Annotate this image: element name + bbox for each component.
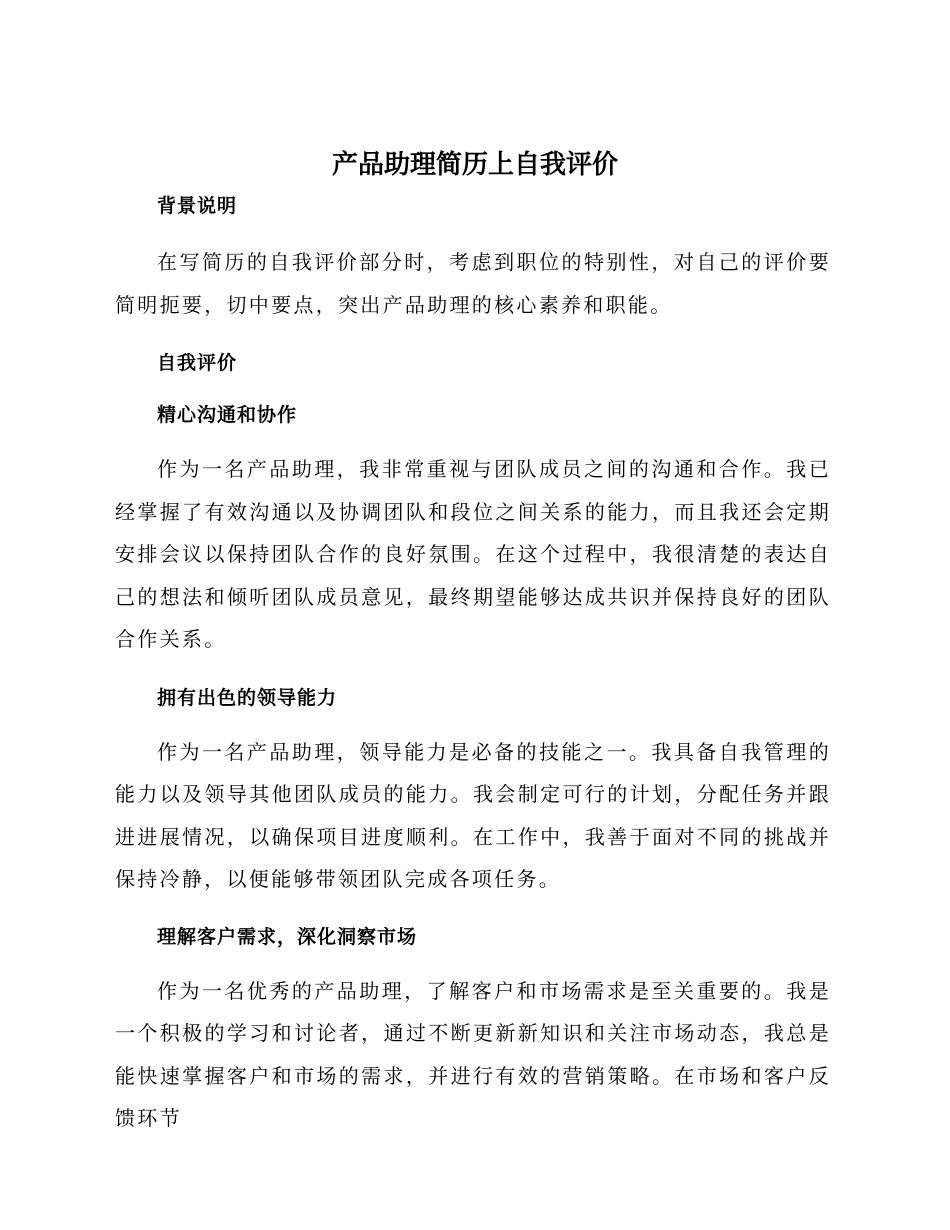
document-body xyxy=(115,190,831,1140)
subheading-leadership: 拥有出色的领导能力 xyxy=(157,686,338,709)
paragraph-customer-market: 作为一名优秀的产品助理，了解客户和市场需求是至关重要的。我是一个积极的学习和讨论者，通过不断更新新知识和关注市场动态，我总是能快速掌握客户和市场的需求，并进行有效的营销策略。在市场和客户反馈环节 xyxy=(115,978,831,1130)
document-title: 产品助理简历上自我评价 xyxy=(331,150,618,180)
paragraph-communication: 作为一名产品助理，我非常重视与团队成员之间的沟通和合作。我已经掌握了有效沟通以及协调团队和段位之间关系的能力，而且我还会定期安排会议以保持团队合作的良好氛围。在这个过程中，我很清楚的表达自己的想法和倾听团队成员意见，最终期望能够达成共识并保持良好的团队合作关系。 xyxy=(115,457,831,651)
subheading-communication: 精心沟通和协作 xyxy=(157,404,298,426)
section-heading-self-evaluation: 自我评价 xyxy=(157,352,238,374)
section-heading-background: 背景说明 xyxy=(157,195,238,217)
paragraph-leadership: 作为一名产品助理，领导能力是必备的技能之一。我具备自我管理的能力以及领导其他团队成员的能力。我会制定可行的计划，分配任务并跟进进展情况，以确保项目进度顺利。在工作中，我善于面对不同的挑战并保持冷静，以便能够带领团队完成各项任务。 xyxy=(115,739,831,891)
paragraph-background: 在写简历的自我评价部分时，考虑到职位的特别性，对自己的评价要简明扼要，切中要点，突出产品助理的核心素养和职能。 xyxy=(115,250,831,317)
subheading-customer-market: 理解客户需求，深化洞察市场 xyxy=(157,925,418,948)
